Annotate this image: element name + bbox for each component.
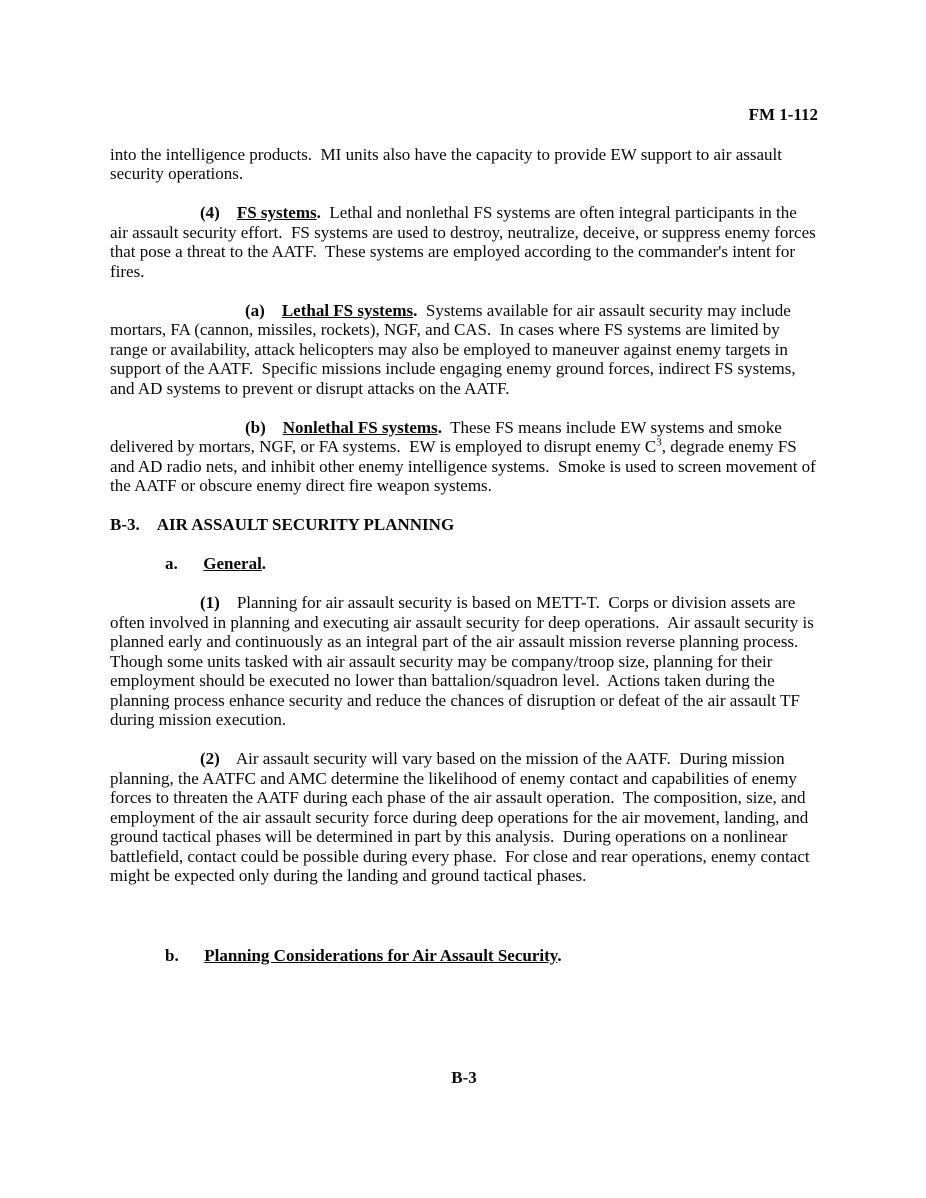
text-segment: (2) — [200, 749, 220, 768]
text-segment — [220, 203, 237, 222]
text-segment: These FS means include EW systems and smoke delivered by mortars, NGF, or FA systems. EW is employed to disrupt enemy C — [110, 417, 786, 456]
text-segment: FS systems — [236, 203, 317, 222]
page-number-footer: B-3 — [451, 1068, 477, 1087]
text-segment — [266, 418, 283, 437]
text-segment: . — [437, 417, 442, 437]
text-segment: . — [413, 300, 418, 320]
text-segment: (a) — [245, 300, 265, 320]
text-segment — [140, 515, 157, 534]
text-segment: Air assault security will vary based on the mission of the AATF. During mission planning, the AATFC and AMC determine the likelihood of enemy contact and capabilities of enemy forces to threaten the AATF during each phase of the air assault operation. The composition, size, and employment of the air assault security force during deep operations for the air movement, landing, and ground tactical phases will be determined in part by this analysis. During operations on a nonlinear battlefield, contact could be possible during every phase. For close and rear operations, enemy contact might be expected only during the landing and ground tactical phases. — [110, 749, 814, 885]
text-segment: Lethal FS systems — [281, 300, 414, 320]
text-segment — [265, 301, 282, 320]
text-segment: Planning for air assault security is based on METT-T. Corps or division assets are often involved in planning and executing air assault security for deep operations. Air assault security is planned early and continuously as an integral part of the air assault mission reverse planning process. Though some units tasked with air assault security may be company/troop size, planning for their employment should be executed no lower than battalion/squadron level. Actions taken during the planning process enhance security and reduce the chances of disruption or defeat of the air assault TF during mission execution. — [110, 593, 819, 729]
text-segment: . — [316, 203, 321, 222]
text-segment: (b) — [245, 417, 266, 437]
text-segment: Nonlethal FS systems — [282, 417, 438, 437]
text-segment: , degrade enemy FS and AD radio nets, and inhibit other enemy intelligence systems. Smoke is used to screen movement of the AATF or obscure enemy direct fire weapon systems. — [110, 437, 821, 495]
text-segment: Lethal and nonlethal FS systems are often integral participants in the air assault security effort. FS systems are used to destroy, neutralize, deceive, or suppress enemy forces that pose a threat to the AATF. These systems are employed according to the commander's intent for fires. — [110, 203, 821, 281]
text-segment: AIR ASSAULT SECURITY PLANNING — [156, 515, 455, 534]
body-paragraph — [110, 593, 818, 730]
doc-number-header: FM 1-112 — [748, 105, 818, 124]
text-segment: into the intelligence products. MI units also have the capacity to provide EW support to air assault security operations. — [110, 144, 787, 183]
text-column — [110, 105, 821, 965]
text-segment: B-3. — [110, 515, 140, 534]
body-paragraph — [110, 749, 818, 886]
body-paragraph — [110, 301, 818, 399]
text-segment: Systems available for air assault security may include mortars, FA (cannon, missiles, rockets), NGF, and CAS. In cases where FS systems are limited by range or availability, attack helicopters may also be employed to maneuver against enemy targets in support of the AATF. Specific missions include engaging enemy ground forces, indirect FS systems, and AD systems to prevent or disrupt attacks on the AATF. — [110, 300, 800, 398]
text-segment: . — [261, 554, 267, 573]
heading-paragraph — [110, 515, 818, 535]
text-segment — [220, 749, 236, 768]
text-segment: b. — [165, 945, 179, 965]
text-segment: (1) — [200, 593, 220, 612]
heading-paragraph — [110, 554, 818, 574]
text-segment — [178, 554, 204, 573]
text-segment: General — [203, 554, 262, 573]
document-body — [110, 144, 821, 966]
text-segment: Planning Considerations for Air Assault Security — [204, 945, 558, 965]
text-segment — [220, 593, 237, 612]
heading-paragraph — [110, 946, 818, 966]
text-segment: 3 — [656, 436, 662, 449]
body-paragraph — [110, 145, 818, 184]
text-segment: a. — [165, 554, 178, 573]
body-paragraph — [110, 417, 821, 496]
body-paragraph — [110, 203, 821, 281]
text-segment: (4) — [200, 203, 220, 222]
text-segment — [179, 946, 205, 965]
text-segment: . — [557, 945, 562, 965]
